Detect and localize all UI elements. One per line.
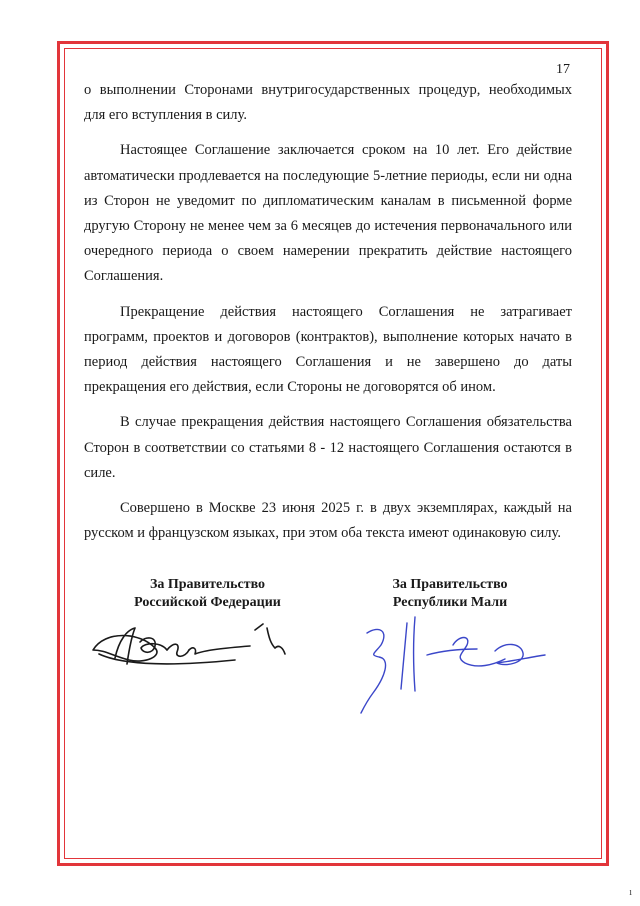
- signature-russia: [85, 620, 305, 680]
- signatory-russia: [110, 576, 305, 612]
- document-body: [84, 78, 572, 556]
- paragraph-obligations: В случае прекращения действия настоящего Соглашения обязательства Сторон в соответствии со статьями 8 - 12 настоящего Соглашения остаются в силе.: [84, 414, 572, 481]
- signatory-russia-line2: Российской Федерации: [134, 595, 281, 610]
- signatory-mali-line2: Республики Мали: [392, 595, 508, 610]
- corner-mark: ı: [629, 887, 632, 898]
- paragraph-termination: Прекращение действия настоящего Соглашения не затрагивает программ, проектов и договоров (контрактов), выполнение которых начато в период действия настоящего Соглашения и не завершено до даты прекращения его действия, если Стороны не договорятся об ином.: [84, 303, 572, 396]
- page-number: 17: [556, 62, 570, 77]
- signatory-mali-line1: За Правительство: [392, 577, 508, 592]
- signatory-russia-line1: За Правительство: [149, 577, 266, 592]
- paragraph-done-in-moscow: Совершено в Москве 23 июня 2025 г. в двух экземплярах, каждый на русском и французском языках, при этом оба текста имеют одинаковую силу.: [84, 500, 572, 542]
- paragraph-continuation: о выполнении Сторонами внутригосударственных процедур, необходимых для его вступления в силу.: [84, 82, 572, 124]
- paragraph-term: Настоящее Соглашение заключается сроком на 10 лет. Его действие автоматически продлевается на последующие 5-летние периоды, если ни одна из Сторон не уведомит по дипломатическим каналам в письменной форме другую Сторону не менее чем за 6 месяцев до истечения первоначального или очередного периода о своем намерении прекратить действие настоящего Соглашения.: [84, 142, 572, 285]
- signature-mali: [355, 605, 555, 715]
